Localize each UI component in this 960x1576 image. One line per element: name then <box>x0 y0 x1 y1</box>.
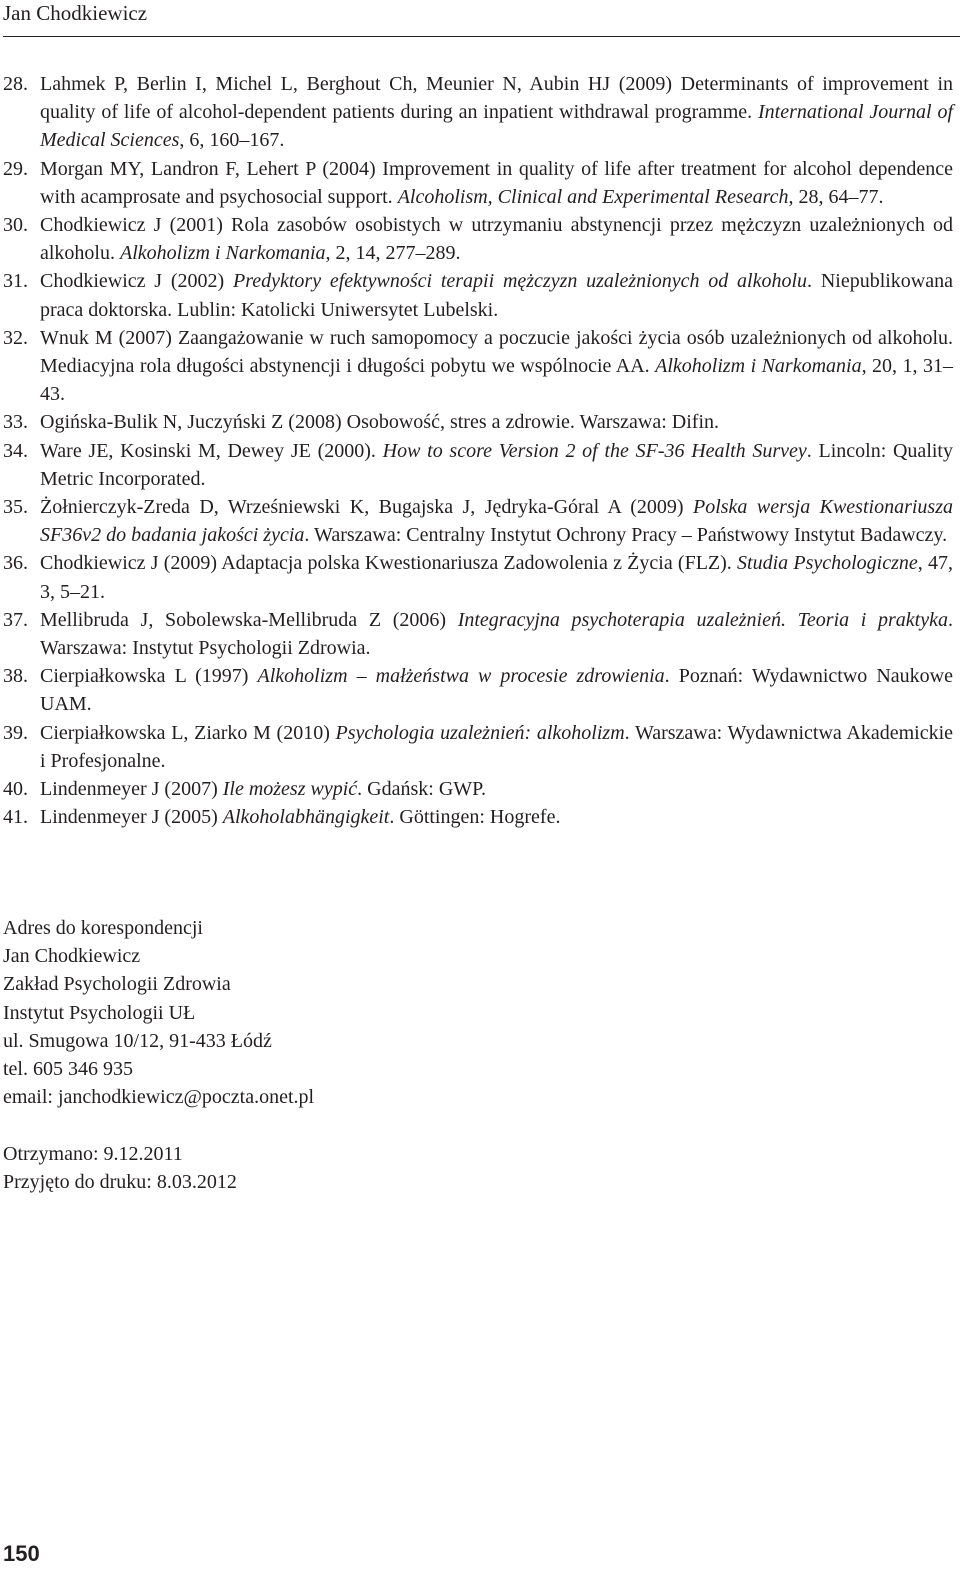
reference-number: 35. <box>3 496 28 519</box>
reference-text <box>40 440 953 490</box>
reference-item <box>3 155 953 211</box>
reference-text <box>40 609 953 659</box>
reference-item <box>3 775 953 803</box>
reference-text-segment: Lindenmeyer J (2005) <box>40 806 223 829</box>
reference-text-segment: Ogińska-Bulik N, Juczyński Z (2008) Osobowość, stres a zdrowie. Warszawa: Difin. <box>40 411 719 434</box>
correspondence-name: Jan Chodkiewicz <box>3 945 141 968</box>
reference-text-segment: . Göttingen: Hogrefe. <box>389 806 561 829</box>
reference-number: 36. <box>3 552 28 575</box>
reference-text-segment: Wnuk M (2007) Zaangażowanie w ruch samopomocy a poczucie jakości życia osób uzależnionych od alkoholu. Mediacyjna rola długości abstynencji i długości pobytu we wspólnocie AA. <box>40 326 953 378</box>
reference-text <box>40 722 953 772</box>
reference-number: 39. <box>3 721 28 744</box>
reference-text-segment: , 20, 1, 31–43. <box>40 355 953 406</box>
reference-text-segment: Cierpiałkowska L (1997) <box>40 665 258 688</box>
dates-block <box>3 1140 237 1196</box>
reference-text <box>40 411 719 433</box>
reference-text-segment: Lindenmeyer J (2007) <box>40 778 223 801</box>
reference-text-segment: Chodkiewicz J (2001) Rola zasobów osobistych w utrzymaniu abstynencji przez mężczyzn uzależnionych od alkoholu. <box>40 214 953 265</box>
reference-text-segment: , 47, 3, 5–21. <box>40 552 953 603</box>
correspondence-phone: tel. 605 346 935 <box>3 1058 133 1081</box>
correspondence-email: email: janchodkiewicz@poczta.onet.pl <box>3 1086 315 1109</box>
reference-text-segment: , 6, 160–167. <box>179 129 285 152</box>
correspondence-department: Zakład Psychologii Zdrowia <box>3 973 231 996</box>
reference-number: 32. <box>3 326 28 349</box>
reference-text-segment: Morgan MY, Landron F, Lehert P (2004) Improvement in quality of life after treatment for alcohol dependence with acamprosate and psychosocial support. <box>40 157 953 208</box>
correspondence-institute: Instytut Psychologii UŁ <box>3 1001 196 1024</box>
reference-title-italic: Alkoholizm – małżeństwa w procesie zdrowienia <box>257 665 665 688</box>
reference-item <box>3 606 953 662</box>
received-date: Otrzymano: 9.12.2011 <box>3 1143 183 1165</box>
reference-number: 28. <box>3 73 28 95</box>
reference-text <box>40 327 953 405</box>
reference-item <box>3 70 953 155</box>
reference-item <box>3 437 953 493</box>
reference-item <box>3 267 953 323</box>
reference-title-italic: Alkoholizm i Narkomania <box>120 242 326 265</box>
correspondence-street: ul. Smugowa 10/12, 91-433 Łódź <box>3 1029 272 1052</box>
reference-text-segment: , 2, 14, 277–289. <box>325 242 461 265</box>
header-rule <box>3 36 960 37</box>
reference-text-segment: , 28, 64–77. <box>788 185 884 208</box>
reference-text-segment: Chodkiewicz J (2002) <box>40 270 233 293</box>
reference-title-italic: Predyktory efektywności terapii mężczyzn uzależnionych od alkoholu <box>232 270 808 293</box>
reference-text <box>40 778 486 800</box>
reference-number: 33. <box>3 411 28 434</box>
reference-text-segment: Cierpiałkowska L, Ziarko M (2010) <box>40 721 336 744</box>
reference-text-segment: Ware JE, Kosinski M, Dewey JE (2000). <box>40 439 383 462</box>
reference-item <box>3 662 953 718</box>
reference-item <box>3 549 953 605</box>
reference-text <box>40 214 953 264</box>
reference-text-segment: . Warszawa: Wydawnictwa Akademickie i Profesjonalne. <box>40 721 953 772</box>
reference-title-italic: Integracyjna psychoterapia uzależnień. Teoria i praktyka <box>457 608 948 631</box>
correspondence-block <box>3 914 314 1111</box>
reference-number: 40. <box>3 778 28 801</box>
reference-list <box>3 70 953 831</box>
reference-title-italic: Alkoholabhängigkeit <box>222 806 390 829</box>
reference-title-italic: Alcoholism, Clinical and Experimental Research <box>397 185 789 208</box>
reference-item <box>3 211 953 267</box>
running-head: Jan Chodkiewicz <box>3 1 148 25</box>
reference-number: 30. <box>3 214 28 237</box>
reference-item <box>3 408 953 436</box>
correspondence-heading: Adres do korespondencji <box>3 917 203 939</box>
reference-item <box>3 324 953 409</box>
reference-text <box>40 73 953 151</box>
reference-text-segment: Chodkiewicz J (2009) Adaptacja polska Kwestionariusza Zadowolenia z Życia (FLZ). <box>40 552 738 575</box>
reference-text-segment: Mellibruda J, Sobolewska-Mellibruda Z (2006) <box>40 608 458 631</box>
reference-text-segment: . Niepublikowana praca doktorska. Lublin: Katolicki Uniwersytet Lubelski. <box>40 270 954 321</box>
reference-title-italic: International Journal of Medical Sciences <box>40 101 953 152</box>
reference-item <box>3 719 953 775</box>
reference-title-italic: Ile możesz wypić <box>222 778 358 801</box>
reference-text-segment: . Warszawa: Instytut Psychologii Zdrowia. <box>40 608 953 660</box>
reference-text <box>40 270 953 320</box>
reference-text-segment: . Gdańsk: GWP. <box>357 778 487 801</box>
reference-title-italic: Studia Psychologiczne <box>737 552 918 575</box>
reference-text <box>40 806 560 828</box>
reference-text <box>40 158 953 208</box>
reference-title-italic: Polska wersja Kwestionariusza SF36v2 do badania jakości życia <box>40 496 953 547</box>
reference-text-segment: . Warszawa: Centralny Instytut Ochrony Pracy – Państwowy Instytut Badawczy. <box>304 524 948 547</box>
accepted-date: Przyjęto do druku: 8.03.2012 <box>3 1171 237 1194</box>
reference-title-italic: How to score Version 2 of the SF-36 Health Survey <box>382 439 807 462</box>
reference-title-italic: Alkoholizm i Narkomania <box>655 355 862 378</box>
page-number: 150 <box>3 1541 40 1566</box>
reference-text <box>40 665 953 715</box>
reference-text-segment: . Poznań: Wydawnictwo Naukowe UAM. <box>40 665 953 716</box>
reference-text-segment: . Lincoln: Quality Metric Incorporated. <box>40 439 953 490</box>
reference-item <box>3 803 953 831</box>
reference-text-segment: Żołnierczyk-Zreda D, Wrześniewski K, Bugajska J, Jędryka-Góral A (2009) <box>40 496 693 519</box>
reference-text <box>40 496 953 546</box>
reference-number: 34. <box>3 439 28 462</box>
reference-text-segment: Lahmek P, Berlin I, Michel L, Berghout Ch, Meunier N, Aubin HJ (2009) Determinants of improvement in quality of life of alcohol-dependent patients during an inpatient withdrawal programme. <box>40 73 953 124</box>
reference-number: 31. <box>3 270 28 293</box>
reference-text <box>40 552 953 602</box>
reference-number: 29. <box>3 157 28 180</box>
reference-number: 38. <box>3 665 28 688</box>
reference-number: 37. <box>3 608 28 631</box>
reference-number: 41. <box>3 806 28 829</box>
reference-title-italic: Psychologia uzależnień: alkoholizm <box>335 721 625 744</box>
reference-item <box>3 493 953 549</box>
